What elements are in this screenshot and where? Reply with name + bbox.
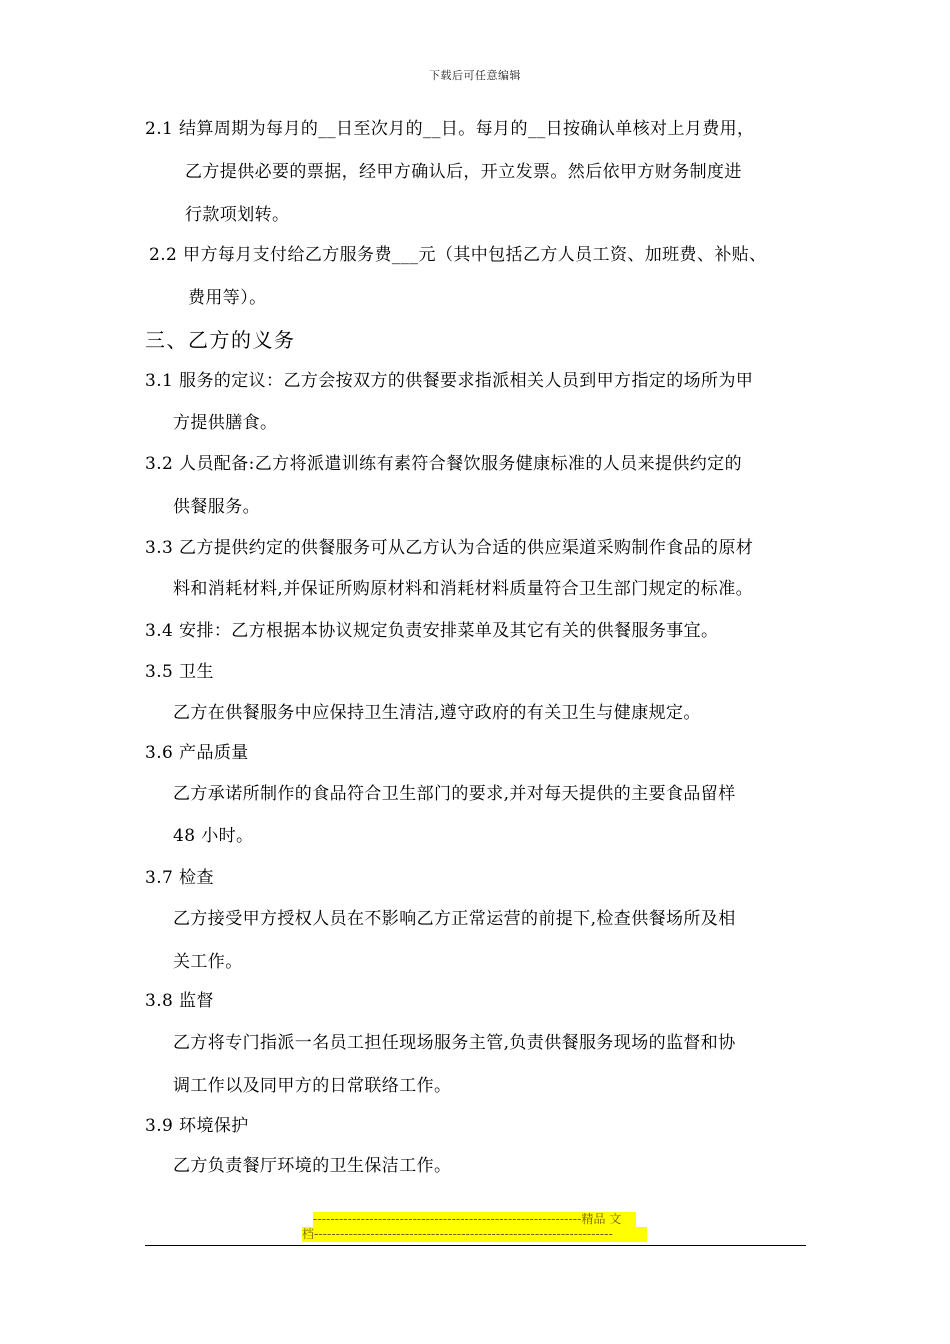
clause-3-7-body-line-1: 乙方接受甲方授权人员在不影响乙方正常运营的前提下,检查供餐场所及相 <box>173 909 736 929</box>
clause-3-9-body: 乙方负责餐厅环境的卫生保洁工作。 <box>173 1156 452 1176</box>
clause-3-2-line-1: 3.2 人员配备:乙方将派遣训练有素符合餐饮服务健康标准的人员来提供约定的 <box>145 454 742 474</box>
footer-divider <box>145 1245 806 1246</box>
clause-3-5-body: 乙方在供餐服务中应保持卫生清洁,遵守政府的有关卫生与健康规定。 <box>173 703 701 723</box>
footer-watermark-line-1: --------------------------------------------------------------精品 文 <box>313 1212 636 1227</box>
footer-watermark-line-2: 档--------------------------------------------------------------------- <box>302 1227 647 1242</box>
clause-3-2-line-2: 供餐服务。 <box>173 497 260 517</box>
clause-2-1-line-1: 2.1 结算周期为每月的__日至次月的__日。每月的__日按确认单核对上月费用， <box>145 119 755 139</box>
clause-3-5-title: 3.5 卫生 <box>145 662 214 682</box>
clause-3-7-title: 3.7 检查 <box>145 868 214 888</box>
clause-3-3-line-1: 3.3 乙方提供约定的供餐服务可从乙方认为合适的供应渠道采购制作食品的原材 <box>145 538 754 558</box>
clause-3-1-line-2: 方提供膳食。 <box>173 413 278 433</box>
clause-3-8-body-line-2: 调工作以及同甲方的日常联络工作。 <box>173 1076 452 1096</box>
clause-2-2-line-2: 费用等）。 <box>188 288 267 308</box>
clause-2-1-line-2: 乙方提供必要的票据，经甲方确认后，开立发票。然后依甲方财务制度进 <box>185 162 742 182</box>
clause-3-8-title: 3.8 监督 <box>145 991 214 1011</box>
section-heading-obligations: 三、乙方的义务 <box>145 328 296 352</box>
clause-3-6-title: 3.6 产品质量 <box>145 743 249 763</box>
clause-3-6-body-line-1: 乙方承诺所制作的食品符合卫生部门的要求,并对每天提供的主要食品留样 <box>173 784 736 804</box>
clause-3-8-body-line-1: 乙方将专门指派一名员工担任现场服务主管,负责供餐服务现场的监督和协 <box>173 1033 736 1053</box>
clause-3-1-line-1: 3.1 服务的定议：乙方会按双方的供餐要求指派相关人员到甲方指定的场所为甲 <box>145 371 754 391</box>
clause-3-7-body-line-2: 关工作。 <box>173 952 243 972</box>
clause-3-3-line-2: 料和消耗材料,并保证所购原材料和消耗材料质量符合卫生部门规定的标准。 <box>173 579 754 599</box>
clause-3-6-body-line-2: 48 小时。 <box>173 826 254 846</box>
clause-2-1-line-3: 行款项划转。 <box>185 205 290 225</box>
clause-3-4: 3.4 安排：乙方根据本协议规定负责安排菜单及其它有关的供餐服务事宜。 <box>145 621 719 641</box>
clause-2-2-line-1: 2.2 甲方每月支付给乙方服务费___元（其中包括乙方人员工资、加班费、补贴、 <box>149 245 767 265</box>
clause-3-9-title: 3.9 环境保护 <box>145 1116 249 1136</box>
page-header: 下载后可任意编辑 <box>429 69 521 82</box>
